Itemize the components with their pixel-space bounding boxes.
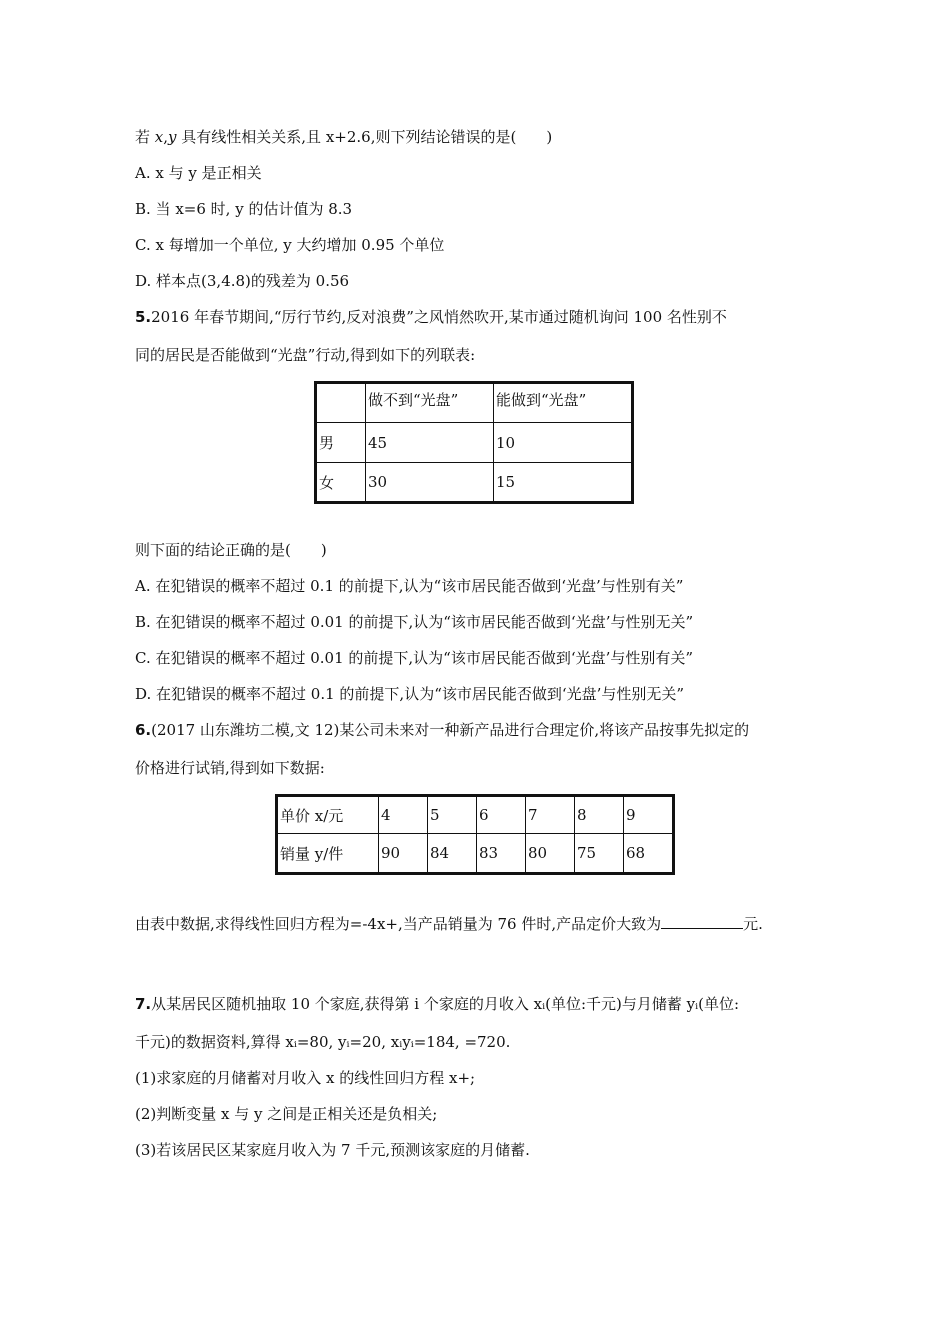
q5-option-c: C. 在犯错误的概率不超过 0.01 的前提下,认为“该市居民能否做到‘光盘’与性别有关” bbox=[135, 649, 694, 667]
q4-stem bbox=[135, 127, 552, 147]
q5-table-corner-cell bbox=[316, 383, 366, 423]
q5-number: 5. bbox=[135, 308, 152, 326]
q5-table-header-row bbox=[316, 383, 633, 423]
q6-answer-post: 元. bbox=[743, 915, 763, 933]
q6-table-sales-cell: 83 bbox=[477, 834, 526, 874]
q6-table-price-cell: 5 bbox=[428, 796, 477, 834]
q6-answer-pre: 由表中数据,求得线性回归方程为=-4x+,当产品销量为 76 件时,产品定价大致为 bbox=[135, 915, 662, 933]
q5-table-header-can: 能做到“光盘” bbox=[494, 383, 633, 423]
q6-answer-blank[interactable] bbox=[661, 914, 743, 929]
q6-stem-line2: 价格进行试销,得到如下数据: bbox=[135, 759, 325, 777]
q6-table-sales-label: 销量 y/件 bbox=[277, 834, 379, 874]
q5-table-cell-male-can: 10 bbox=[494, 423, 633, 463]
q7-part-1: (1)求家庭的月储蓄对月收入 x 的线性回归方程 x+; bbox=[135, 1069, 476, 1087]
q6-table-price-cell: 8 bbox=[575, 796, 624, 834]
q5-option-d: D. 在犯错误的概率不超过 0.1 的前提下,认为“该市居民能否做到‘光盘’与性别无关” bbox=[135, 685, 685, 703]
q6-table-price-cell: 4 bbox=[379, 796, 428, 834]
q5-table-row-female bbox=[316, 463, 633, 503]
q6-table-price-cell: 6 bbox=[477, 796, 526, 834]
q6-table-price-cell: 7 bbox=[526, 796, 575, 834]
q5-table-cell-female-can: 15 bbox=[494, 463, 633, 503]
q5-stem-line2: 同的居民是否能做到“光盘”行动,得到如下的列联表: bbox=[135, 346, 476, 364]
q6-data-table bbox=[275, 794, 675, 875]
q5-table-cell-male-cannot: 45 bbox=[366, 423, 494, 463]
q4-option-a: A. x 与 y 是正相关 bbox=[135, 164, 262, 182]
q4-stem-pre: 若 bbox=[135, 128, 155, 146]
q5-question: 则下面的结论正确的是( ) bbox=[135, 541, 327, 559]
q5-table-cell-male-label: 男 bbox=[316, 423, 366, 463]
q6-table-price-label: 单价 x/元 bbox=[277, 796, 379, 834]
q4-option-d: D. 样本点(3,4.8)的残差为 0.56 bbox=[135, 272, 350, 290]
q6-table-price-cell: 9 bbox=[624, 796, 674, 834]
q6-table-sales-cell: 84 bbox=[428, 834, 477, 874]
q6-table-price-row bbox=[277, 796, 674, 834]
q4-option-c: C. x 每增加一个单位, y 大约增加 0.95 个单位 bbox=[135, 236, 445, 254]
q4-option-b: B. 当 x=6 时, y 的估计值为 8.3 bbox=[135, 200, 353, 218]
q5-contingency-table bbox=[314, 381, 634, 504]
q4-var-x: x bbox=[154, 128, 164, 146]
q4-stem-post: ,则下列结论错误的是( ) bbox=[370, 128, 553, 146]
q4-var-y: y bbox=[168, 128, 177, 146]
q6-stem-line1 bbox=[135, 720, 749, 740]
q7-stem-line2: 千元)的数据资料,算得 xᵢ=80, yᵢ=20, xᵢyᵢ=184, =720. bbox=[135, 1033, 511, 1051]
q6-table-sales-cell: 80 bbox=[526, 834, 575, 874]
q5-table-cell-female-cannot: 30 bbox=[366, 463, 494, 503]
q5-option-b: B. 在犯错误的概率不超过 0.01 的前提下,认为“该市居民能否做到‘光盘’与性别无关” bbox=[135, 613, 694, 631]
q6-text-line1: (2017 山东潍坊二模,文 12)某公司未来对一种新产品进行合理定价,将该产品按事先拟定的 bbox=[151, 721, 750, 739]
q5-table-header-cannot: 做不到“光盘” bbox=[366, 383, 494, 423]
q4-stem-equation: x+2.6 bbox=[325, 128, 371, 146]
q7-part-2: (2)判断变量 x 与 y 之间是正相关还是负相关; bbox=[135, 1105, 438, 1123]
q5-text-line1: 2016 年春节期间,“厉行节约,反对浪费”之风悄然吹开,某市通过随机询问 100 名性别不 bbox=[151, 308, 727, 326]
q5-stem-line1 bbox=[135, 307, 727, 327]
q7-number: 7. bbox=[135, 995, 152, 1013]
q5-table-cell-female-label: 女 bbox=[316, 463, 366, 503]
q6-table-sales-cell: 90 bbox=[379, 834, 428, 874]
q4-comma: , bbox=[163, 128, 169, 146]
q5-option-a: A. 在犯错误的概率不超过 0.1 的前提下,认为“该市居民能否做到‘光盘’与性别有关” bbox=[135, 577, 684, 595]
q7-stem-line1 bbox=[135, 994, 739, 1014]
q4-stem-mid: 具有线性相关关系,且 bbox=[176, 128, 326, 146]
q5-table-row-male bbox=[316, 423, 633, 463]
q6-table-sales-row bbox=[277, 834, 674, 874]
q7-text-line1: 从某居民区随机抽取 10 个家庭,获得第 i 个家庭的月收入 xᵢ(单位:千元)与月储蓄 yᵢ(单位: bbox=[151, 995, 740, 1013]
q6-answer-line bbox=[135, 914, 763, 934]
q6-table-sales-cell: 68 bbox=[624, 834, 674, 874]
q6-table-sales-cell: 75 bbox=[575, 834, 624, 874]
q6-number: 6. bbox=[135, 721, 152, 739]
q7-part-3: (3)若该居民区某家庭月收入为 7 千元,预测该家庭的月储蓄. bbox=[135, 1141, 530, 1159]
